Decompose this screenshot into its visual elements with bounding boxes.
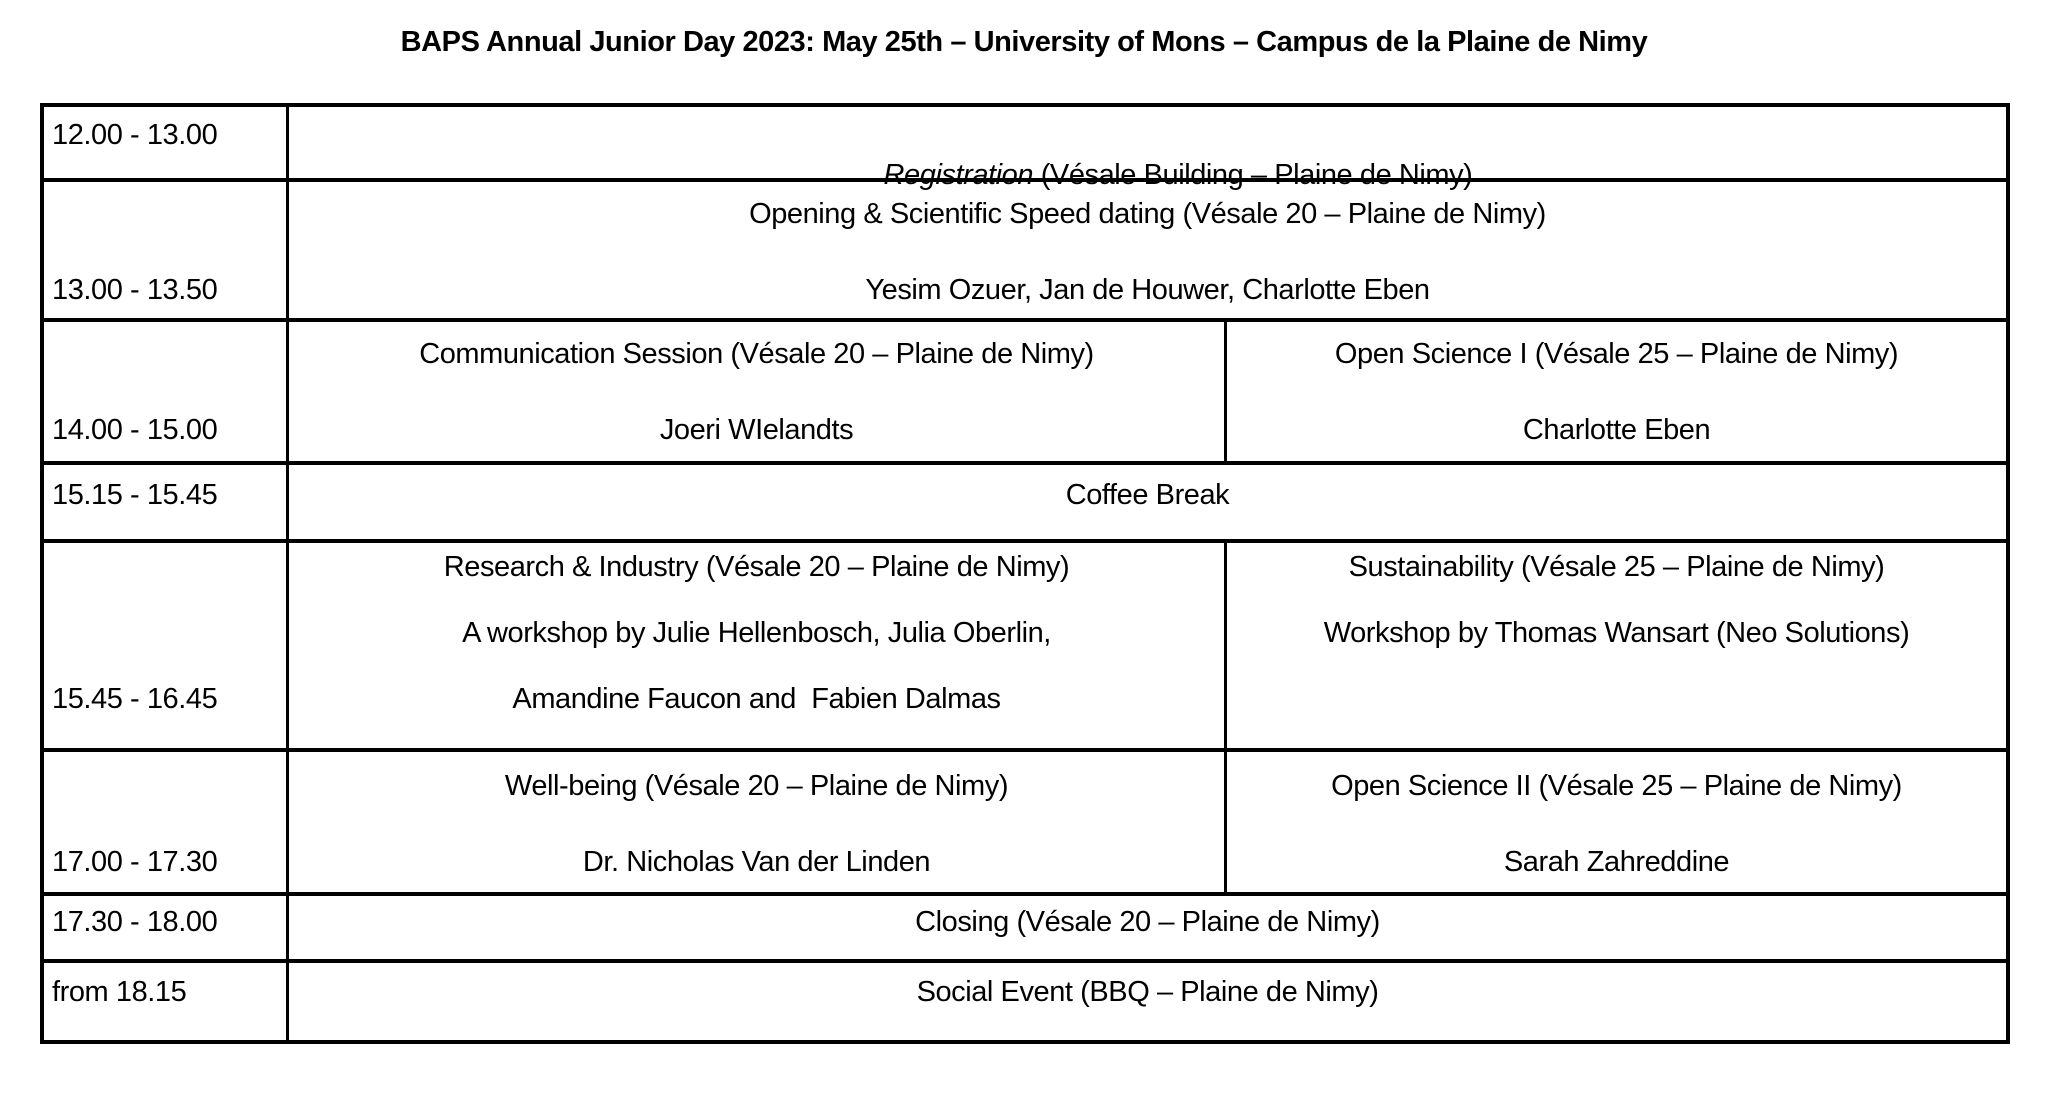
event-cell-left [289,752,1227,892]
event-title: Open Science II (Vésale 25 – Plaine de Nimy) [1331,770,1902,802]
event-title: Closing (Vésale 20 – Plaine de Nimy) [915,906,1380,938]
schedule-row-closing [44,896,2006,963]
event-cell [289,465,2006,539]
schedule-row-wellbeing-openscience2 [44,752,2006,896]
time-cell [44,963,289,1040]
time-cell [44,752,289,892]
schedule-row-coffee-break [44,465,2006,543]
event-cell [289,182,2006,318]
time-cell [44,896,289,959]
page-title: BAPS Annual Junior Day 2023: May 25th – University of Mons – Campus de la Plaine de Nimy [400,26,1648,58]
event-speakers: Yesim Ozuer, Jan de Houwer, Charlotte Eben [865,274,1430,306]
event-location: (Vésale Building – Plaine de Nimy) [1033,159,1473,191]
time-label: from 18.15 [52,976,187,1008]
time-cell [44,543,289,748]
time-label: 15.15 - 15.45 [52,479,218,511]
time-label: 12.00 - 13.00 [52,119,218,151]
event-cell [289,963,2006,1040]
schedule-row-registration [44,107,2006,191]
schedule-row-social-event [44,963,2006,1040]
time-cell [44,322,289,461]
time-label: 15.45 - 16.45 [52,683,218,715]
event-title: Coffee Break [1065,479,1230,511]
event-speakers: Dr. Nicholas Van der Linden [582,846,931,878]
event-speakers: Workshop by Thomas Wansart (Neo Solutions) [1323,617,1910,649]
event-cell-right [1227,752,2006,892]
event-cell-right [1227,543,2006,748]
time-cell [44,182,289,318]
schedule-row-research-sustainability [44,543,2006,752]
time-label: 17.30 - 18.00 [52,906,218,938]
schedule-row-opening [44,182,2006,322]
event-speakers: Charlotte Eben [1522,414,1711,446]
event-cell-left [289,322,1227,461]
event-title: Communication Session (Vésale 20 – Plaine de Nimy) [419,338,1094,370]
event-speakers: A workshop by Julie Hellenbosch, Julia Oberlin, [462,617,1051,649]
event-title: Social Event (BBQ – Plaine de Nimy) [916,976,1379,1008]
event-title-italic: Registration [883,159,1034,191]
event-title: Opening & Scientific Speed dating (Vésale 20 – Plaine de Nimy) [749,198,1546,230]
time-label: 13.00 - 13.50 [52,274,218,306]
schedule-row-communication-openscience1 [44,322,2006,465]
time-cell [44,465,289,539]
event-speakers: Sarah Zahreddine [1503,846,1730,878]
event-title: Sustainability (Vésale 25 – Plaine de Nimy) [1348,551,1885,583]
event-cell [289,896,2006,959]
time-label: 14.00 - 15.00 [52,414,218,446]
event-title: Research & Industry (Vésale 20 – Plaine de Nimy) [443,551,1070,583]
event-cell-left [289,543,1227,748]
event-speakers: Amandine Faucon and Fabien Dalmas [512,683,1001,715]
event-speakers: Joeri WIelandts [659,414,854,446]
event-cell-right [1227,322,2006,461]
event-title: Well-being (Vésale 20 – Plaine de Nimy) [504,770,1009,802]
event-title: Open Science I (Vésale 25 – Plaine de Nimy) [1334,338,1899,370]
schedule-table [40,103,2010,1044]
time-label: 17.00 - 17.30 [52,846,218,878]
